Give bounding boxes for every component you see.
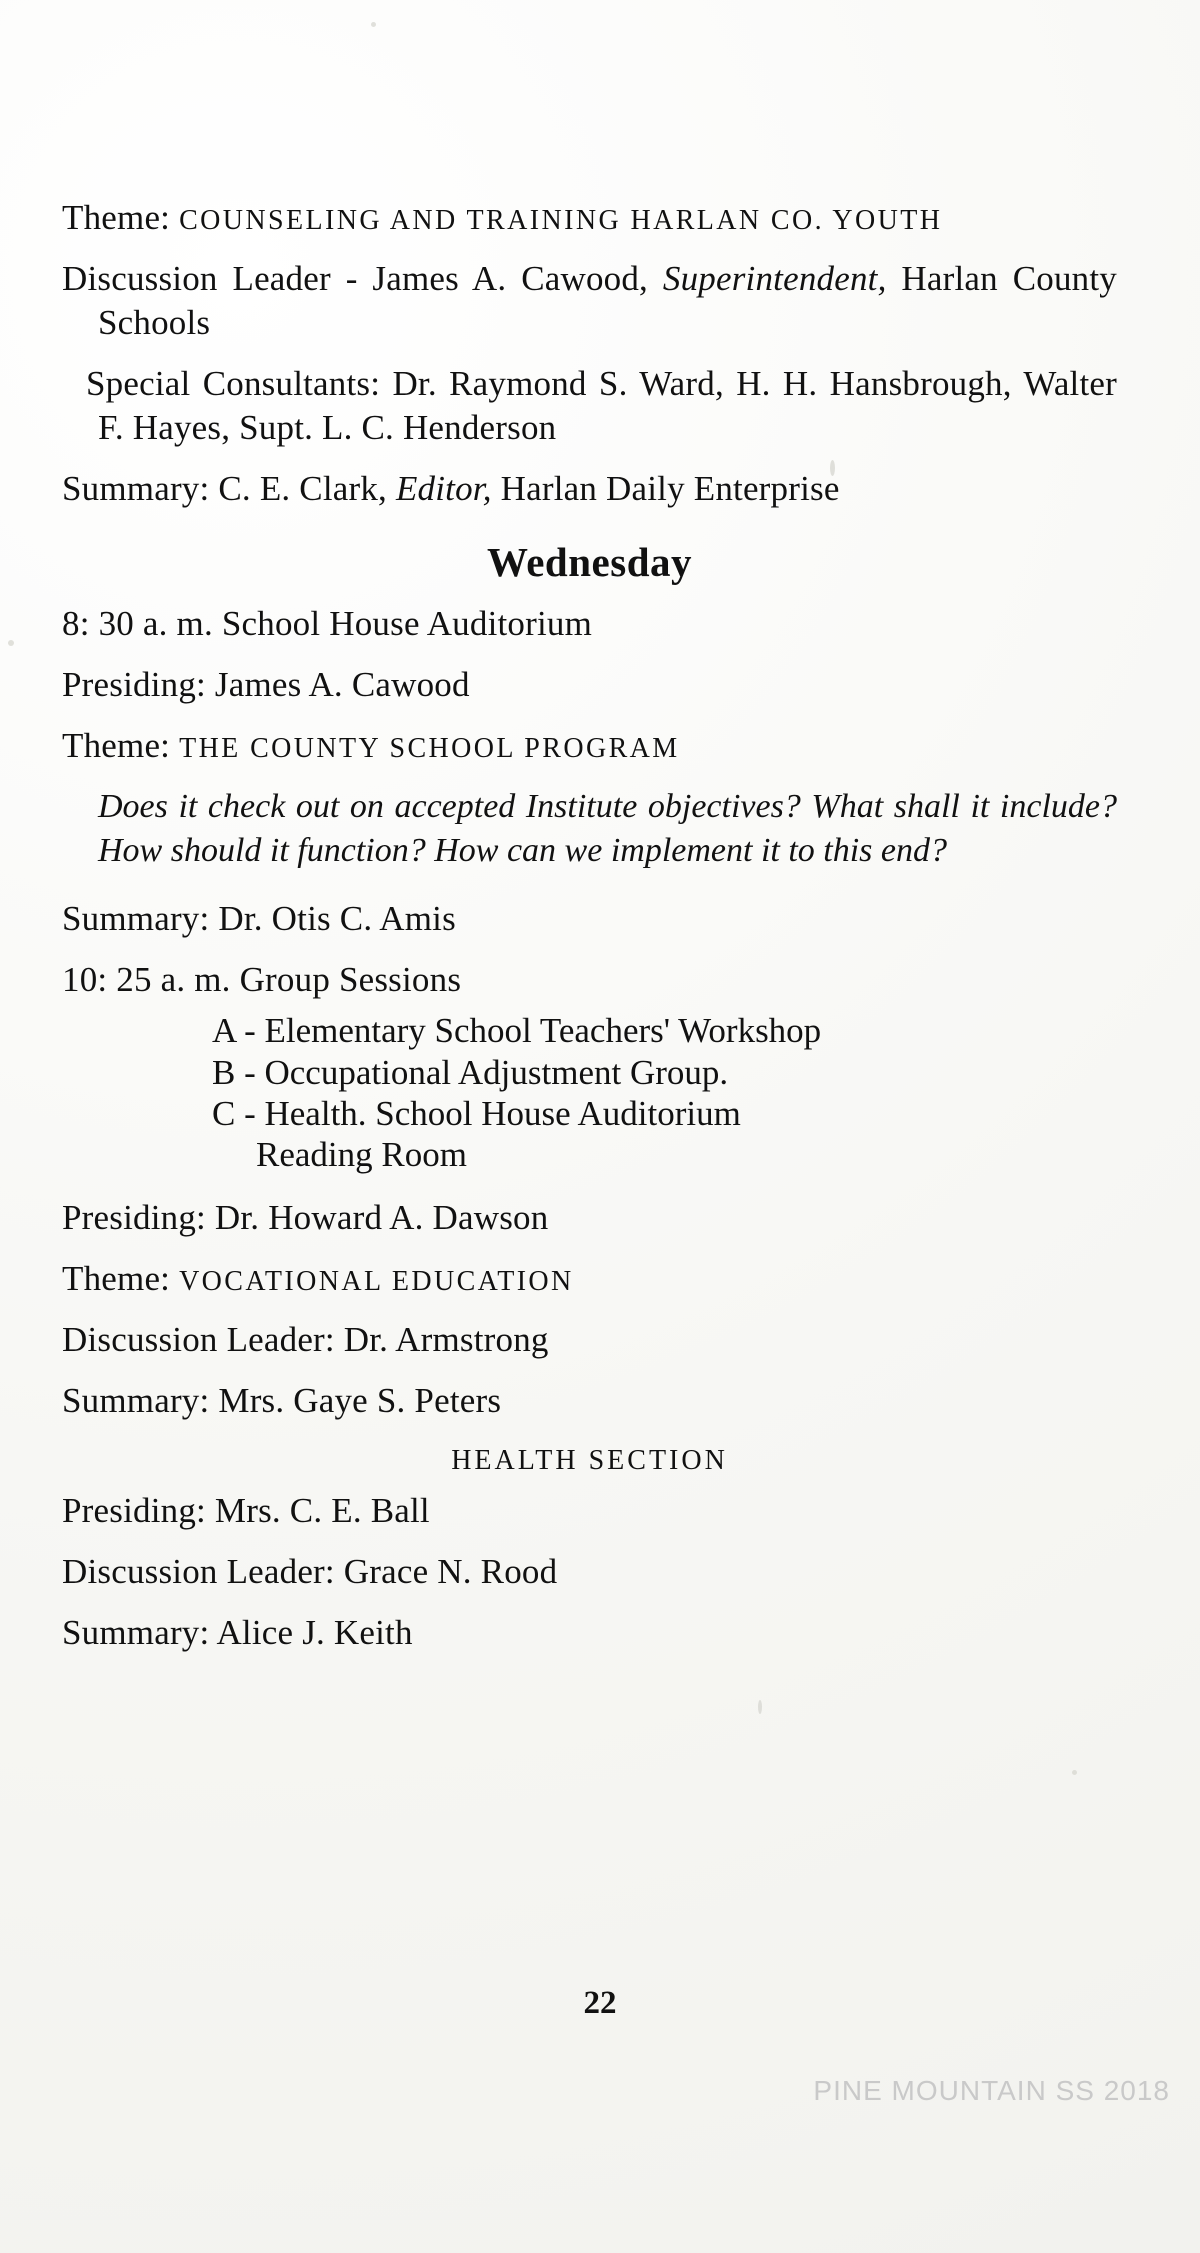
theme-text-3: VOCATIONAL EDUCATION	[179, 1265, 574, 1297]
summary-label: Summary: C. E. Clark,	[62, 469, 388, 509]
list-item: B - Occupational Adjustment Group.	[212, 1052, 729, 1092]
paper-speck	[8, 640, 14, 646]
time-location-block	[62, 602, 1117, 646]
health-section-heading: HEALTH SECTION	[451, 1444, 728, 1476]
time-location-text: 8: 30 a. m. School House Auditorium	[62, 603, 593, 643]
presiding-block-3	[62, 1489, 1117, 1533]
discussion-leader-block	[62, 257, 1117, 345]
discussion-leader-block-3	[62, 1550, 1117, 1594]
group-sessions-time: 10: 25 a. m. Group Sessions	[62, 960, 462, 1000]
summary-block-1	[62, 897, 1117, 941]
theme-label-2: Theme:	[62, 725, 171, 765]
list-item: A - Elementary School Teachers' Workshop	[212, 1011, 822, 1051]
theme-block-tuesday	[62, 196, 1117, 240]
presiding-text-1: Presiding: James A. Cawood	[62, 664, 470, 704]
summary-text-2: Summary: Mrs. Gaye S. Peters	[62, 1380, 502, 1420]
paper-speck	[371, 22, 376, 27]
list-item: C - Health. School House Auditorium	[212, 1094, 741, 1133]
theme-label-3: Theme:	[62, 1258, 171, 1298]
discussion-leader-title: Superintendent,	[662, 259, 887, 299]
group-sessions-time-block	[62, 958, 1117, 1002]
page-content	[62, 196, 1117, 1672]
summary-block-3	[62, 1611, 1117, 1655]
summary-block-2	[62, 1379, 1117, 1423]
paper-speck	[758, 1700, 762, 1714]
watermark-text: PINE MOUNTAIN SS 2018	[813, 2075, 1170, 2106]
discussion-leader-rest: Harlan County Schools	[98, 259, 1117, 343]
summary-block-tuesday	[62, 467, 1117, 511]
paper-speck	[1072, 1770, 1077, 1775]
discussion-leader-text-3: Discussion Leader: Grace N. Rood	[62, 1552, 558, 1592]
page-number: 22	[583, 1985, 617, 2021]
theme-text: COUNSELING AND TRAINING HARLAN CO. YOUTH	[179, 205, 943, 236]
group-sessions-list	[62, 1010, 1117, 1175]
presiding-text-3: Presiding: Mrs. C. E. Ball	[62, 1490, 430, 1530]
discussion-leader-block-2	[62, 1318, 1117, 1362]
presiding-text-2: Presiding: Dr. Howard A. Dawson	[62, 1197, 549, 1237]
discussion-leader-text: Discussion Leader - James A. Cawood,	[62, 259, 649, 299]
special-consultants-text: Special Consultants: Dr. Raymond S. Ward, H. H. Hansbrough, Walter F. Hayes, Supt. L. C. Henderson	[86, 364, 1117, 448]
summary-text-1: Summary: Dr. Otis C. Amis	[62, 899, 456, 939]
list-item: Reading Room	[256, 1135, 467, 1175]
italic-questions-text: Does it check out on accepted Institute objectives? What shall it include? How should it function? How can we implement it to this end?	[98, 787, 1117, 870]
theme-block-vocational	[62, 1257, 1117, 1301]
day-heading-wednesday: Wednesday	[487, 538, 692, 585]
special-consultants-block	[62, 362, 1117, 450]
theme-text-2: THE COUNTY SCHOOL PROGRAM	[179, 732, 680, 764]
italic-questions-block	[62, 785, 1117, 873]
summary-editor-italic: Editor,	[395, 469, 492, 509]
theme-label: Theme:	[62, 198, 171, 237]
summary-rest: Harlan Daily Enterprise	[500, 469, 840, 509]
theme-block-wednesday	[62, 724, 1117, 768]
discussion-leader-text-2: Discussion Leader: Dr. Armstrong	[62, 1319, 549, 1359]
presiding-block-2	[62, 1196, 1117, 1240]
summary-text-3: Summary: Alice J. Keith	[62, 1613, 413, 1653]
presiding-block-1	[62, 663, 1117, 707]
